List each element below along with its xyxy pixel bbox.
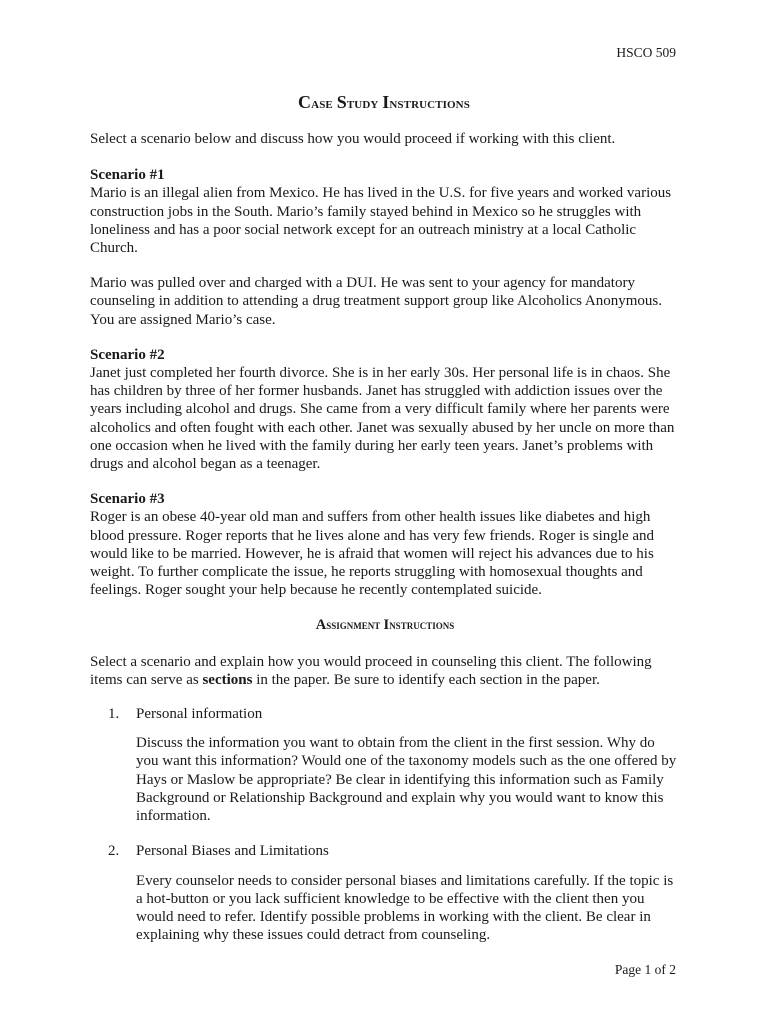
assignment-intro-text: Select a scenario and explain how you would proceed in counseling this client. The following items can serve as: [90, 653, 652, 688]
scenario-paragraph: Mario was pulled over and charged with a DUI. He was sent to your agency for mandatory counseling in addition to attending a drug treatment support group like Alcoholics Anonymous. You are assigned Mario’s case.: [90, 275, 662, 328]
assignment-title-initial-2: I: [383, 617, 390, 634]
course-code: HSCO 509: [616, 45, 676, 60]
page-title: [0, 93, 768, 113]
intro-text: Select a scenario below and discuss how you would proceed if working with this client.: [90, 131, 616, 147]
document-body: [90, 130, 680, 961]
assignment-intro-text: in the paper. Be sure to identify each section in the paper.: [252, 671, 600, 688]
list-item-description: Every counselor needs to consider personal biases and limitations carefully. If the topic is a hot-button or you lack sufficient knowledge to be effective with the client then you would need to refer. Identify possible problems in working with the client. Be clear in explaining why these issues could detract from counseling.: [136, 872, 674, 944]
list-item: [108, 705, 680, 825]
list-item-label: Personal information: [136, 706, 263, 723]
assignment-title: [90, 616, 680, 634]
title-initial-3: I: [382, 92, 390, 112]
title-initial-1: C: [298, 92, 312, 112]
title-initial-2: S: [336, 92, 347, 112]
list-number: 2.: [108, 843, 120, 860]
title-rest-3: nstructions: [389, 96, 470, 112]
page-number: Page 1 of 2: [614, 962, 676, 977]
assignment-title-rest-1: ssignment: [326, 617, 384, 633]
list-item: [108, 842, 680, 944]
scenario-heading: Scenario #2: [90, 346, 165, 363]
scenario-paragraph: Janet just completed her fourth divorce. She is in her early 30s. Her personal life is in chaos. She has children by three of her former husbands. Janet has struggled with addiction issues over the years including alcohol and drugs. She came from a very difficult family where her parents were alcoholics and often fought with each other. Janet was sexually abused by her uncle on more than one occasion when he lived with the family during her early teen years. Janet’s problems with drugs and alcohol began as a teenager.: [90, 365, 675, 473]
assignment-title-initial-1: A: [315, 617, 327, 634]
scenario-1: [90, 166, 680, 329]
scenario-paragraph: Mario is an illegal alien from Mexico. He has lived in the U.S. for five years and worked various construction jobs in the South. Mario’s family stayed behind in Mexico so he struggles with loneliness and has a poor social network except for an outreach ministry at a local Catholic Church.: [90, 185, 672, 257]
scenario-2: [90, 346, 680, 473]
assignment-intro: [90, 653, 680, 689]
list-item-label: Personal Biases and Limitations: [136, 843, 329, 860]
scenario-paragraph: Roger is an obese 40-year old man and suffers from other health issues like diabetes and high blood pressure. Roger reports that he lives alone and has very few friends. Roger is single and would like to be married. However, he is afraid that women will reject his advances due to his weight. To further complicate the issue, he reports struggling with homosexual thoughts and feelings. Roger sought your help because he recently contemplated suicide.: [90, 509, 655, 599]
assignment-intro-bold: sections: [202, 671, 253, 688]
list-number: 1.: [108, 706, 120, 723]
title-rest-2: tudy: [346, 96, 383, 112]
list-item-description: Discuss the information you want to obtain from the client in the first session. Why do you want this information? Would one of the taxonomy models such as the one offered by Hays or Maslow be appropriate? Be clear in identifying this information such as Family Background or Relationship Background and explain why you would want to know this information.: [136, 735, 677, 825]
scenario-heading: Scenario #1: [90, 167, 165, 184]
title-rest-1: ase: [311, 96, 337, 112]
assignment-title-rest-2: nstructions: [389, 617, 455, 633]
scenario-3: [90, 490, 680, 599]
scenario-heading: Scenario #3: [90, 491, 165, 508]
